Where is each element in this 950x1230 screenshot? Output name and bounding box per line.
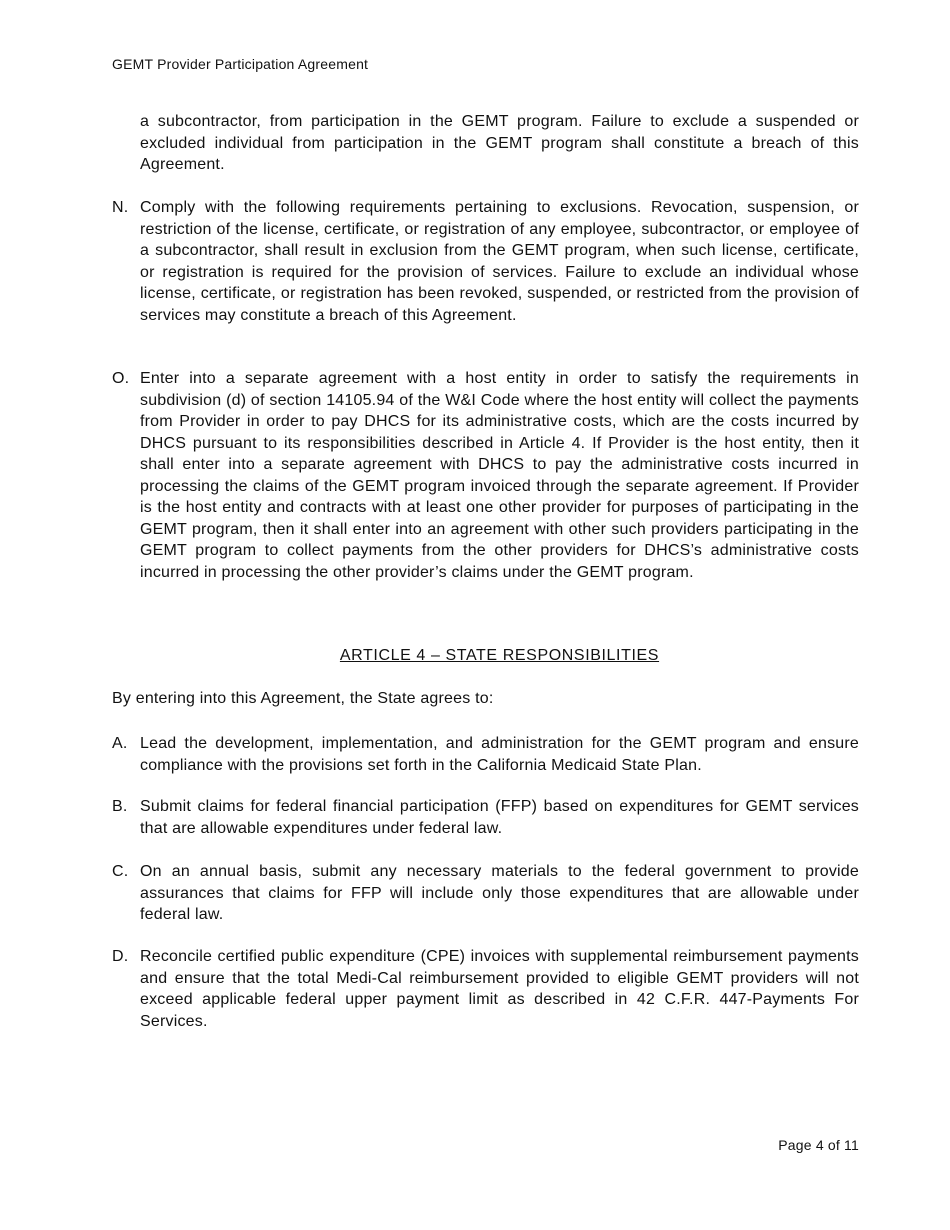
list-item-n [112, 197, 859, 326]
list-item-text: Comply with the following requirements pertaining to exclusions. Revocation, suspension, or restriction of the license, certificate, or registration of any employee, subcontractor, or employee of a subcontractor, shall result in exclusion from the GEMT program, when such license, certificate, or registration is required for the provision of services. Failure to exclude an individual whose license, certificate, or registration has been revoked, suspended, or restricted from the provision of services may constitute a breach of this Agreement. [140, 199, 859, 324]
article-heading-text: ARTICLE 4 – STATE RESPONSIBILITIES [339, 647, 660, 664]
article-heading [112, 647, 887, 665]
list-marker: O. [112, 370, 130, 387]
list-item-d [112, 946, 859, 1032]
article-intro: By entering into this Agreement, the State agrees to: [112, 690, 494, 707]
list-item-c [112, 861, 859, 926]
list-marker: D. [112, 948, 129, 965]
list-marker: B. [112, 798, 128, 815]
page-number: Page 4 of 11 [778, 1137, 859, 1153]
list-item-text: Reconcile certified public expenditure (CPE) invoices with supplemental reimbursement payments and ensure that the total Medi-Cal reimbursement provided to eligible GEMT providers will not exceed applicable federal upper payment limit as described in 42 C.F.R. 447-Payments For Services. [140, 948, 859, 1030]
list-item-b [112, 796, 859, 839]
list-marker: C. [112, 863, 129, 880]
list-item-text: Lead the development, implementation, and administration for the GEMT program and ensure compliance with the provisions set forth in the California Medicaid State Plan. [140, 735, 859, 774]
list-marker: N. [112, 199, 129, 216]
continuation-paragraph [112, 111, 859, 176]
page-header: GEMT Provider Participation Agreement [112, 56, 369, 72]
list-item-a [112, 733, 859, 776]
list-item-o [112, 368, 859, 583]
list-item-text: Enter into a separate agreement with a host entity in order to satisfy the requirements in subdivision (d) of section 14105.94 of the W&I Code where the host entity will collect the payments from Provider in order to pay DHCS for its administrative costs, which are the costs incurred by DHCS pursuant to its responsibilities described in Article 4. If Provider is the host entity, then it shall enter into a separate agreement with DHCS to pay the administrative costs incurred in processing the claims of the GEMT program invoiced through the separate agreement. If Provider is the host entity and contracts with at least one other provider for purposes of participating in the GEMT program, then it shall enter into an agreement with other such providers participating in the GEMT program to collect payments from the other providers for DHCS’s administrative costs incurred in processing the other provider’s claims under the GEMT program. [140, 370, 859, 581]
continuation-text: a subcontractor, from participation in the GEMT program. Failure to exclude a suspended or excluded individual from participation in the GEMT program shall constitute a breach of this Agreement. [140, 113, 859, 173]
list-item-text: Submit claims for federal financial participation (FFP) based on expenditures for GEMT services that are allowable expenditures under federal law. [140, 798, 859, 837]
list-item-text: On an annual basis, submit any necessary materials to the federal government to provide assurances that claims for FFP will include only those expenditures that are allowable under federal law. [140, 863, 859, 923]
list-marker: A. [112, 735, 128, 752]
